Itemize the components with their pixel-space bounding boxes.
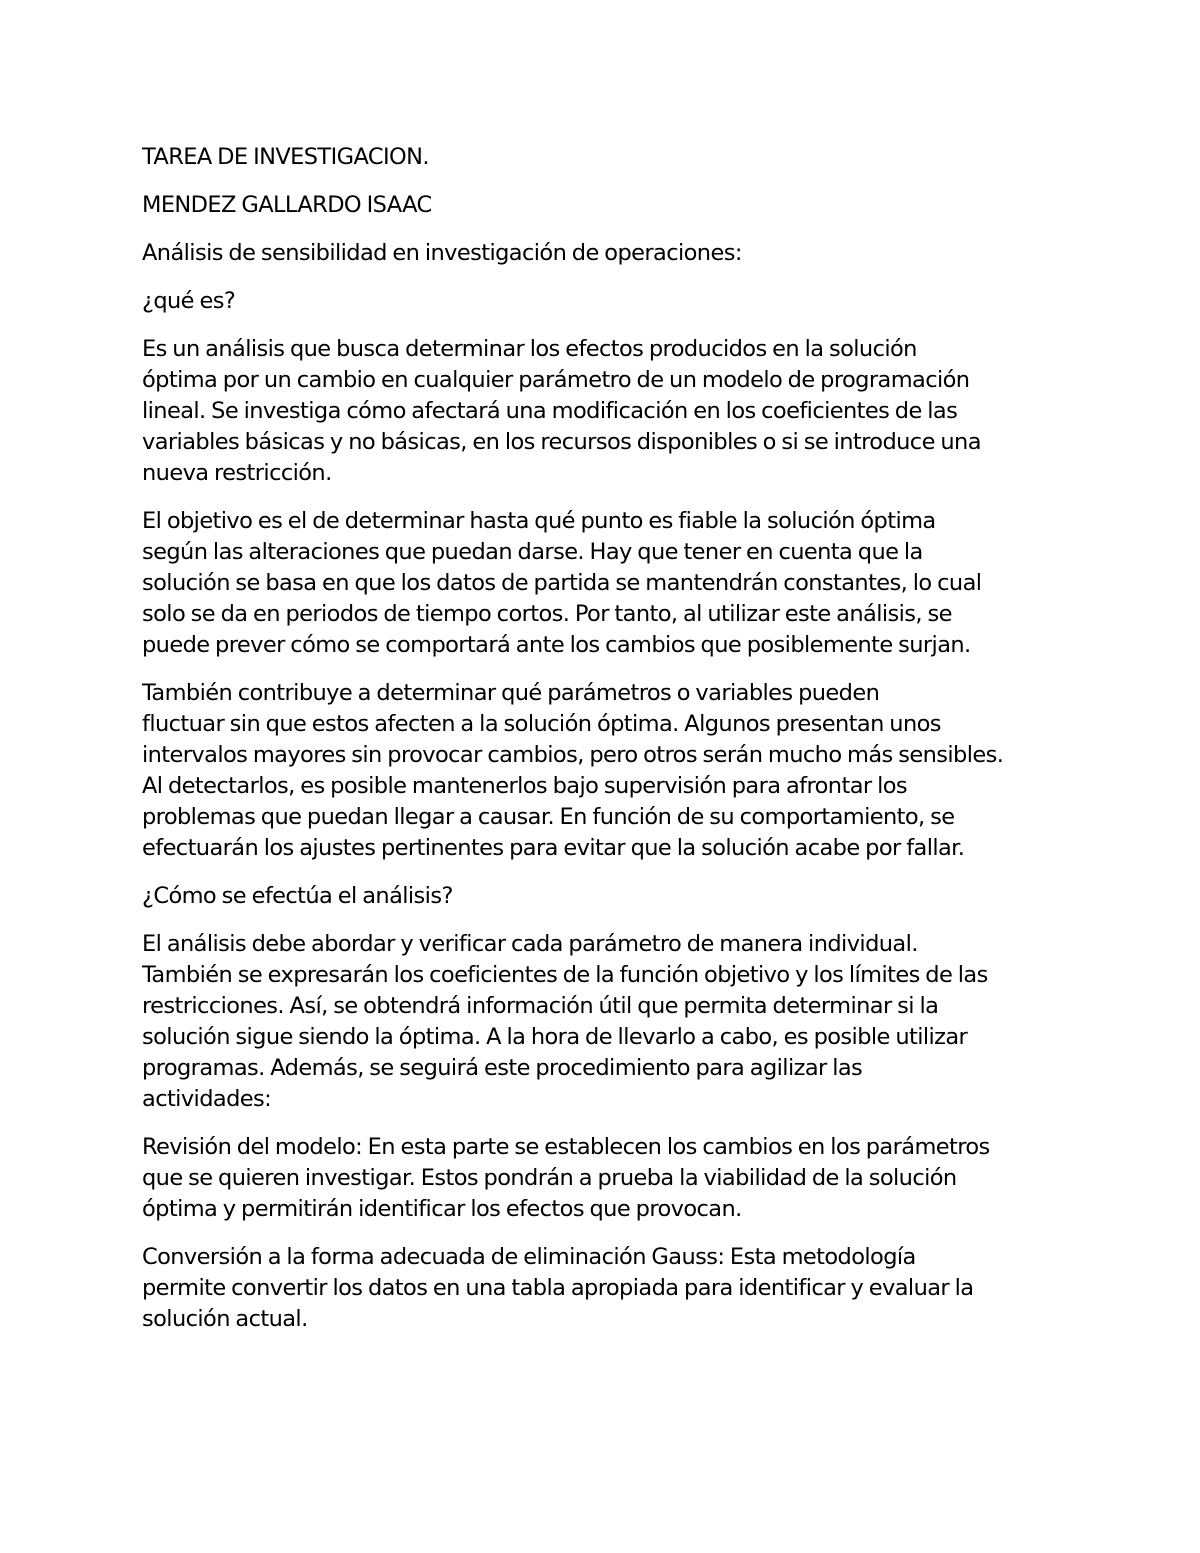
- paragraph-line: intervalos mayores sin provocar cambios, pero otros serán mucho más sensibles.: [142, 742, 1004, 768]
- paragraph-line: que se quieren investigar. Estos pondrán a prueba la viabilidad de la solución: [142, 1165, 957, 1191]
- title-text: TAREA DE INVESTIGACION.: [142, 144, 429, 170]
- paragraph-line: solo se da en periodos de tiempo cortos. Por tanto, al utilizar este análisis, se: [142, 601, 952, 627]
- question-what-is: [142, 286, 1072, 317]
- author-text: MENDEZ GALLARDO ISAAC: [142, 192, 432, 218]
- paragraph-line: restricciones. Así, se obtendrá información útil que permita determinar si la: [142, 993, 939, 1019]
- question-how: [142, 881, 1072, 912]
- paragraph-model-review: [142, 1132, 1072, 1225]
- paragraph-line: óptima y permitirán identificar los efectos que provocan.: [142, 1196, 742, 1222]
- paragraph-line: El análisis debe abordar y verificar cada parámetro de manera individual.: [142, 931, 918, 957]
- paragraph-line: permite convertir los datos en una tabla apropiada para identificar y evaluar la: [142, 1275, 974, 1301]
- heading-text: Análisis de sensibilidad en investigación de operaciones:: [142, 240, 742, 266]
- paragraph-line: Al detectarlos, es posible mantenerlos bajo supervisión para afrontar los: [142, 773, 908, 799]
- paragraph-line: nueva restricción.: [142, 460, 332, 486]
- paragraph-line: Es un análisis que busca determinar los efectos producidos en la solución: [142, 336, 917, 362]
- paragraph-line: También se expresarán los coeficientes de la función objetivo y los límites de las: [142, 962, 988, 988]
- paragraph-line: solución se basa en que los datos de partida se mantendrán constantes, lo cual: [142, 570, 982, 596]
- paragraph-line: actividades:: [142, 1086, 272, 1112]
- author-name: [142, 190, 1072, 221]
- question-text: ¿qué es?: [142, 288, 236, 314]
- paragraph-line: Revisión del modelo: En esta parte se establecen los cambios en los parámetros: [142, 1134, 990, 1160]
- paragraph-line: efectuarán los ajustes pertinentes para evitar que la solución acabe por fallar.: [142, 835, 965, 861]
- paragraph-line: puede prever cómo se comportará ante los cambios que posiblemente surjan.: [142, 632, 971, 658]
- paragraph-line: según las alteraciones que puedan darse. Hay que tener en cuenta que la: [142, 539, 923, 565]
- paragraph-line: problemas que puedan llegar a causar. En función de su comportamiento, se: [142, 804, 955, 830]
- paragraph-line: También contribuye a determinar qué parámetros o variables pueden: [142, 680, 880, 706]
- section-heading: [142, 238, 1072, 269]
- paragraph-line: solución sigue siendo la óptima. A la hora de llevarlo a cabo, es posible utilizar: [142, 1024, 968, 1050]
- question-text: ¿Cómo se efectúa el análisis?: [142, 883, 453, 909]
- paragraph-objective: [142, 506, 1072, 661]
- paragraph-definition: [142, 334, 1072, 489]
- paragraph-line: variables básicas y no básicas, en los recursos disponibles o si se introduce una: [142, 429, 981, 455]
- paragraph-line: Conversión a la forma adecuada de eliminación Gauss: Esta metodología: [142, 1244, 916, 1270]
- paragraph-gauss-conversion: [142, 1242, 1072, 1335]
- paragraph-procedure: [142, 929, 1072, 1115]
- document-page: [142, 142, 1072, 1352]
- paragraph-line: programas. Además, se seguirá este procedimiento para agilizar las: [142, 1055, 863, 1081]
- document-title: [142, 142, 1072, 173]
- paragraph-line: solución actual.: [142, 1306, 308, 1332]
- paragraph-contribution: [142, 678, 1072, 864]
- paragraph-line: fluctuar sin que estos afecten a la solución óptima. Algunos presentan unos: [142, 711, 941, 737]
- paragraph-line: lineal. Se investiga cómo afectará una modificación en los coeficientes de las: [142, 398, 958, 424]
- paragraph-line: El objetivo es el de determinar hasta qué punto es fiable la solución óptima: [142, 508, 936, 534]
- paragraph-line: óptima por un cambio en cualquier parámetro de un modelo de programación: [142, 367, 970, 393]
